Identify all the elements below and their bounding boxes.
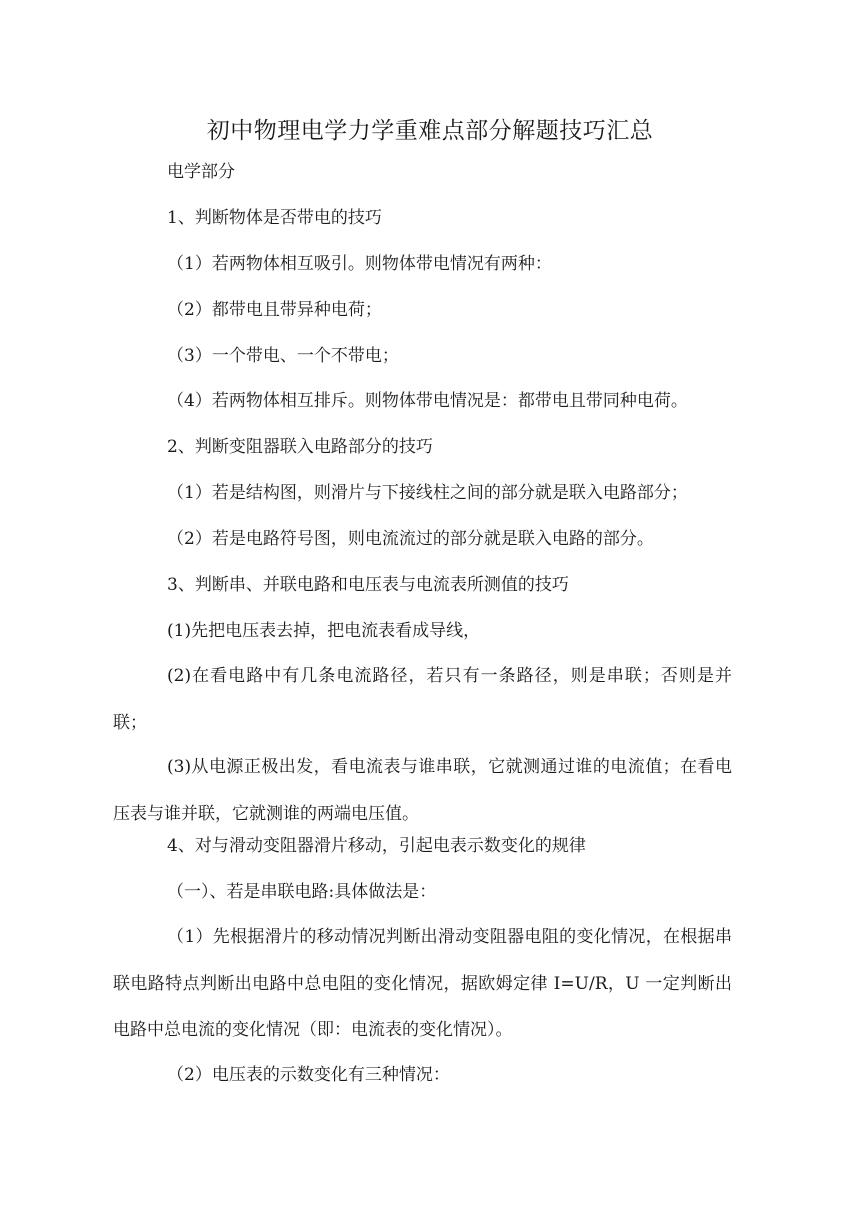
paragraph-3: 3、判断串、并联电路和电压表与电流表所测值的技巧 <box>167 575 569 595</box>
paragraph-2-2: （2）若是电路符号图，则电流流过的部分就是联入电路的部分。 <box>167 529 654 549</box>
paragraph-4: 4、对与滑动变阻器滑片移动，引起电表示数变化的规律 <box>167 836 586 856</box>
paragraph-1-3: （3）一个带电、一个不带电； <box>167 346 399 366</box>
paragraph-4-2: （2）电压表的示数变化有三种情况： <box>167 1065 450 1085</box>
document-title: 初中物理电学力学重难点部分解题技巧汇总 <box>206 118 654 144</box>
paragraph-4-1: （1）先根据滑片的移动情况判断出滑动变阻器电阻的变化情况，在根据串联电路特点判断出电路中总电阻的变化情况，据欧姆定律 I=U/R，U 一定判断出电路中总电流的变化情况（即：电流表的变化情况）。 <box>113 927 732 1040</box>
section-heading: 电学部分 <box>167 162 235 182</box>
paragraph-1: 1、判断物体是否带电的技巧 <box>167 208 382 228</box>
paragraph-2-1: （1）若是结构图，则滑片与下接线柱之间的部分就是联入电路部分； <box>167 483 688 503</box>
paragraph-1-1: （1）若两物体相互吸引。则物体带电情况有两种： <box>167 254 552 274</box>
paragraph-4-series: （一）、若是串联电路:具体做法是： <box>167 882 437 902</box>
paragraph-1-4: （4）若两物体相互排斥。则物体带电情况是：都带电且带同种电荷。 <box>167 391 688 411</box>
paragraph-3-1: (1)先把电压表去掉，把电流表看成导线， <box>167 621 481 641</box>
paragraph-2: 2、判断变阻器联入电路部分的技巧 <box>167 437 433 457</box>
paragraph-3-2: (2)在看电路中有几条电流路径，若只有一条路径，则是串联；否则是并联； <box>113 666 732 733</box>
paragraph-3-3: (3)从电源正极出发，看电流表与谁串联，它就测通过谁的电流值；在看电压表与谁并联，它就测谁的两端电压值。 <box>113 757 732 824</box>
paragraph-1-2: （2）都带电且带异种电荷； <box>167 300 382 320</box>
